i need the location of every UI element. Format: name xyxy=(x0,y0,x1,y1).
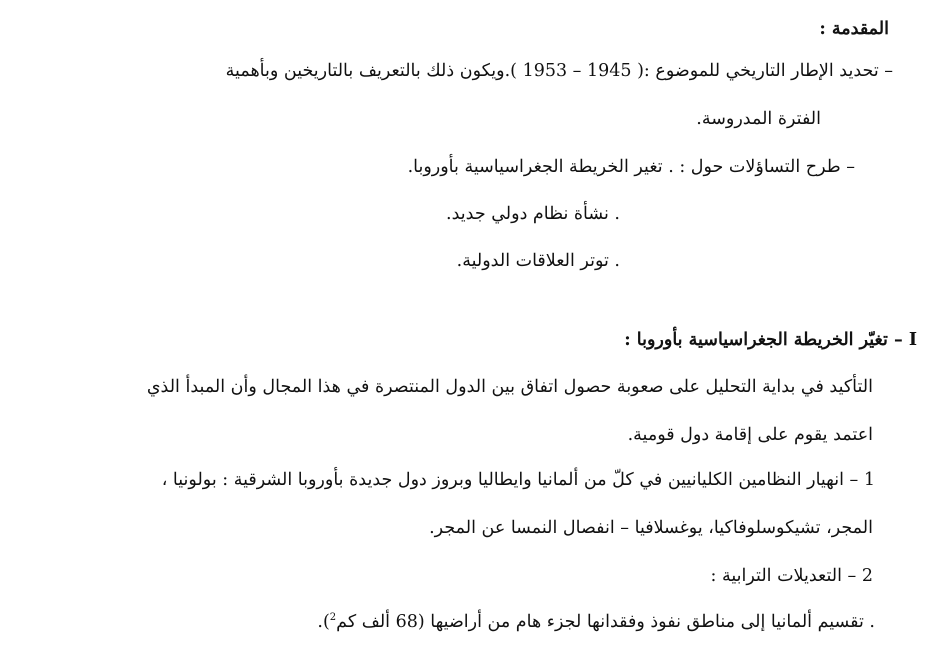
intro-heading: المقدمة : xyxy=(819,19,889,39)
superscript-2: 2 xyxy=(329,612,337,624)
section-1-paragraph-line-1: التأكيد في بداية التحليل على صعوبة حصول اتفاق بين الدول المنتصرة في هذا المجال وأن المبدأ الذي xyxy=(146,377,873,397)
point-1-text: . تقسيم ألمانيا إلى مناطق نفوذ وفقدانها لجزء هام من أراضيها (68 ألف كم xyxy=(336,612,875,632)
section-1-item-2-point-1 xyxy=(317,607,875,637)
point-1-end: ). xyxy=(317,612,330,632)
intro-bullet-2-line-1: – طرح التساؤلات حول : . تغير الخريطة الجغراسياسية بأوروبا. xyxy=(407,157,855,177)
section-1-item-1-line-1: 1 – انهيار النظامين الكليانيين في كلّ من ألمانيا وايطاليا وبروز دول جديدة بأوروبا الشرقية : بولونيا ، xyxy=(161,470,875,490)
section-1-paragraph-line-2: اعتمد يقوم على إقامة دول قومية. xyxy=(627,425,873,445)
intro-bullet-2-sub-2: . توتر العلاقات الدولية. xyxy=(456,251,620,271)
section-1-item-1-line-2: المجر، تشيكوسلوفاكيا، يوغسلافيا – انفصال النمسا عن المجر. xyxy=(429,518,873,538)
intro-bullet-2-sub-1: . نشأة نظام دولي جديد. xyxy=(446,204,620,224)
intro-bullet-1-line-1: – تحديد الإطار التاريخي للموضوع :( 1945 – 1953 ).ويكون ذلك بالتعريف بالتاريخين وبأهمية xyxy=(225,61,893,81)
intro-bullet-1-line-2: الفترة المدروسة. xyxy=(696,109,821,129)
section-1-heading: I – تغيّر الخريطة الجغراسياسية بأوروبا : xyxy=(624,330,917,350)
section-1-item-2-title: 2 – التعديلات الترابية : xyxy=(710,566,873,586)
